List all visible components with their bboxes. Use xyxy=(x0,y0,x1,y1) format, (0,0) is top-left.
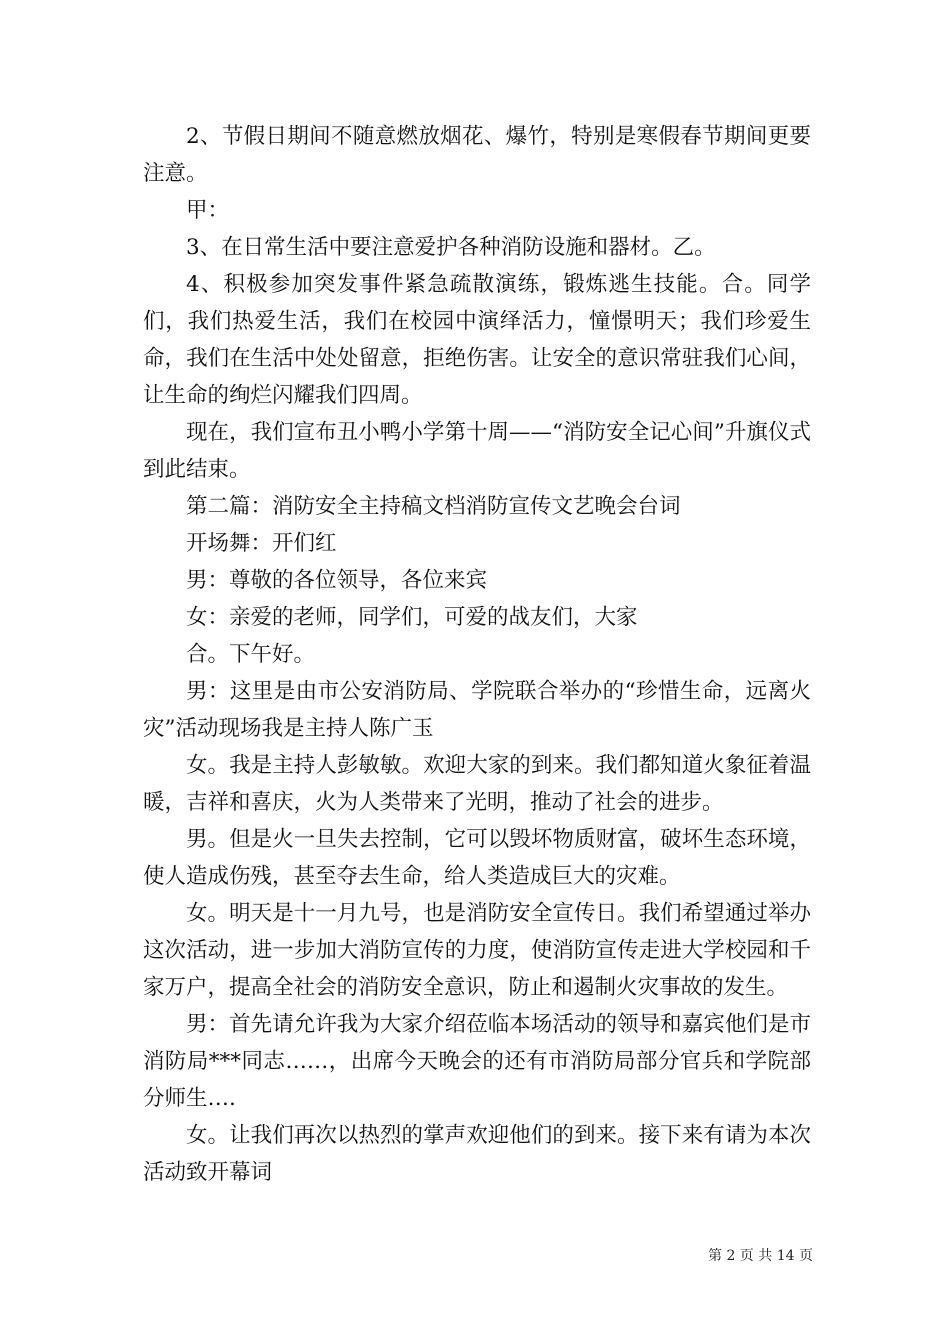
paragraph: 男：首先请允许我为大家介绍莅临本场活动的领导和嘉宾他们是市消防局***同志……，出席今天晚会的还有市消防局部分官兵和学院部分师生…. xyxy=(143,1012,811,1111)
page-number: 第 2 页 共 14 页 xyxy=(708,1248,813,1264)
paragraph: 4、积极参加突发事件紧急疏散演练，锻炼逃生技能。合。同学们，我们热爱生活，我们在校园中演绎活力，憧憬明天；我们珍爱生命，我们在生活中处处留意，拒绝伤害。让安全的意识常驻我们心间，让生命的绚烂闪耀我们四周。 xyxy=(143,272,811,408)
paragraph: 甲： xyxy=(186,198,230,223)
paragraph: 男：尊敬的各位领导，各位来宾 xyxy=(186,568,488,593)
document-body xyxy=(143,118,811,1191)
paragraph: 现在，我们宣布丑小鸭小学第十周——“消防安全记心间”升旗仪式到此结束。 xyxy=(143,420,811,482)
paragraph: 女。明天是十一月九号，也是消防安全宣传日。我们希望通过举办这次活动，进一步加大消防宣传的力度，使消防宣传走进大学校园和千家万户，提高全社会的消防安全意识，防止和遏制火灾事故的发生。 xyxy=(143,901,811,1000)
paragraph: 3、在日常生活中要注意爱护各种消防设施和器材。乙。 xyxy=(186,235,716,260)
paragraph: 开场舞：开们红 xyxy=(186,531,337,556)
section-heading: 第二篇：消防安全主持稿文档消防宣传文艺晚会台词 xyxy=(186,494,681,519)
paragraph: 女。让我们再次以热烈的掌声欢迎他们的到来。接下来有请为本次活动致开幕词 xyxy=(143,1123,811,1185)
paragraph: 2、节假日期间不随意燃放烟花、爆竹，特别是寒假春节期间更要注意。 xyxy=(143,124,811,186)
paragraph: 男。但是火一旦失去控制，它可以毁坏物质财富，破坏生态环境，使人造成伤残，甚至夺去生命，给人类造成巨大的灾难。 xyxy=(143,827,811,889)
paragraph: 女：亲爱的老师，同学们，可爱的战友们，大家 xyxy=(186,605,638,630)
paragraph: 男：这里是由市公安消防局、学院联合举办的“珍惜生命，远离火灾”活动现场我是主持人陈广玉 xyxy=(143,679,811,741)
paragraph: 合。下午好。 xyxy=(186,642,316,667)
paragraph: 女。我是主持人彭敏敏。欢迎大家的到来。我们都知道火象征着温暖，吉祥和喜庆，火为人类带来了光明，推动了社会的进步。 xyxy=(143,753,811,815)
